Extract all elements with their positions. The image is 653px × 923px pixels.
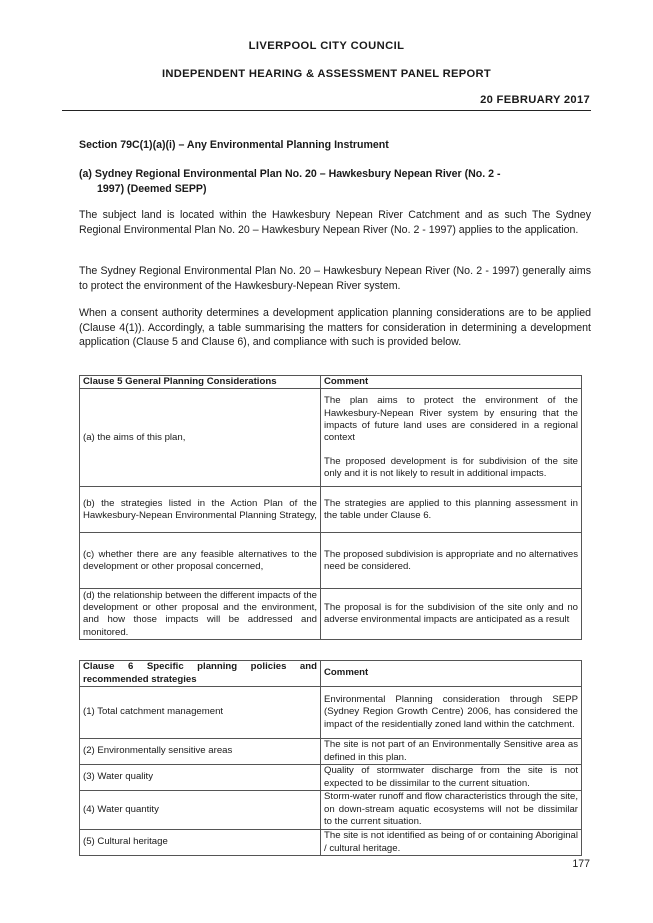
- paragraph-considerations: When a consent authority determines a development application planning considerations are to be applied (Clause 4(1)). Accordingly, a table summarising the matters for consideration in determining a development application (Clause 5 and Clause 6), and compliance with such is provided below.: [79, 307, 591, 349]
- table-row: [80, 791, 582, 830]
- sub-heading-line-1: (a) Sydney Regional Environmental Plan No. 20 – Hawkesbury Nepean River (No. 2 -: [79, 168, 501, 180]
- table-row: [80, 589, 582, 640]
- council-name: LIVERPOOL CITY COUNCIL: [248, 40, 405, 52]
- table-header-row: [80, 376, 582, 389]
- report-title: INDEPENDENT HEARING & ASSESSMENT PANEL REPORT: [161, 68, 492, 80]
- section-heading: Section 79C(1)(a)(i) – Any Environmental Planning Instrument: [79, 139, 389, 151]
- table-header-cell: Comment: [321, 661, 582, 687]
- consideration-cell: (d) the relationship between the different impacts of the development or other proposal and the environment, and how those impacts will be addressed and monitored.: [80, 589, 321, 640]
- table-row: [80, 487, 582, 533]
- policy-cell: (4) Water quantity: [80, 791, 321, 830]
- table-row: [80, 389, 582, 487]
- clause-5-table: [79, 375, 582, 640]
- table-row: [80, 687, 582, 739]
- comment-cell: The proposal is for the subdivision of the site only and no adverse environmental impacts are anticipated as a result: [321, 589, 582, 640]
- comment-cell: The proposed subdivision is appropriate and no alternatives need be considered.: [321, 533, 582, 589]
- table-row: [80, 765, 582, 791]
- table-row: [80, 533, 582, 589]
- sub-heading: [79, 167, 591, 196]
- comment-cell: The site is not identified as being of or containing Aboriginal / cultural heritage.: [321, 830, 582, 856]
- comment-cell: [321, 389, 582, 487]
- table-header-cell: Clause 5 General Planning Considerations: [80, 376, 321, 389]
- report-date: 20 FEBRUARY 2017: [480, 94, 590, 106]
- policy-cell: (1) Total catchment management: [80, 687, 321, 739]
- consideration-cell: (c) whether there are any feasible alternatives to the development or other proposal concerned,: [80, 533, 321, 589]
- policy-cell: (3) Water quality: [80, 765, 321, 791]
- comment-cell: The site is not part of an Environmentally Sensitive area as defined in this plan.: [321, 739, 582, 765]
- comment-cell: Environmental Planning consideration through SEPP (Sydney Region Growth Centre) 2006, has considered the impact of the residentially zoned land within the catchment.: [321, 687, 582, 739]
- header-divider: [62, 110, 591, 111]
- table-header-row: [80, 661, 582, 687]
- clause-6-table: [79, 660, 582, 856]
- comment-text: The proposed development is for subdivision of the site only and it is not likely to result in additional impacts.: [324, 455, 578, 480]
- table-header-cell: Clause 6 Specific planning policies and recommended strategies: [80, 661, 321, 687]
- comment-cell: Quality of stormwater discharge from the site is not expected to be dissimilar to the current situation.: [321, 765, 582, 791]
- policy-cell: (2) Environmentally sensitive areas: [80, 739, 321, 765]
- paragraph-catchment: The subject land is located within the Hawkesbury Nepean River Catchment and as such The Sydney Regional Environmental Plan No. 20 – Hawkesbury Nepean River (No. 2 - 1997) applies to the application.: [79, 209, 591, 236]
- comment-cell: Storm-water runoff and flow characteristics through the site, on down-stream aquatic ecosystems will not be dissimilar to the current situation.: [321, 791, 582, 830]
- consideration-cell: (b) the strategies listed in the Action Plan of the Hawkesbury-Nepean Environmental Planning Strategy,: [80, 487, 321, 533]
- sub-heading-line-2: 1997) (Deemed SEPP): [97, 182, 207, 195]
- comment-text: The plan aims to protect the environment of the Hawkesbury-Nepean River system by ensuring that the impacts of future land uses are considered in a regional context: [324, 395, 578, 444]
- table-row: [80, 830, 582, 856]
- table-header-cell: Comment: [321, 376, 582, 389]
- table-row: [80, 739, 582, 765]
- comment-cell: The strategies are applied to this planning assessment in the table under Clause 6.: [321, 487, 582, 533]
- page-number: 177: [572, 858, 590, 870]
- consideration-cell: (a) the aims of this plan,: [80, 389, 321, 487]
- paragraph-aims: The Sydney Regional Environmental Plan No. 20 – Hawkesbury Nepean River (No. 2 - 1997) generally aims to protect the environment of the Hawkesbury-Nepean River system.: [79, 265, 591, 292]
- policy-cell: (5) Cultural heritage: [80, 830, 321, 856]
